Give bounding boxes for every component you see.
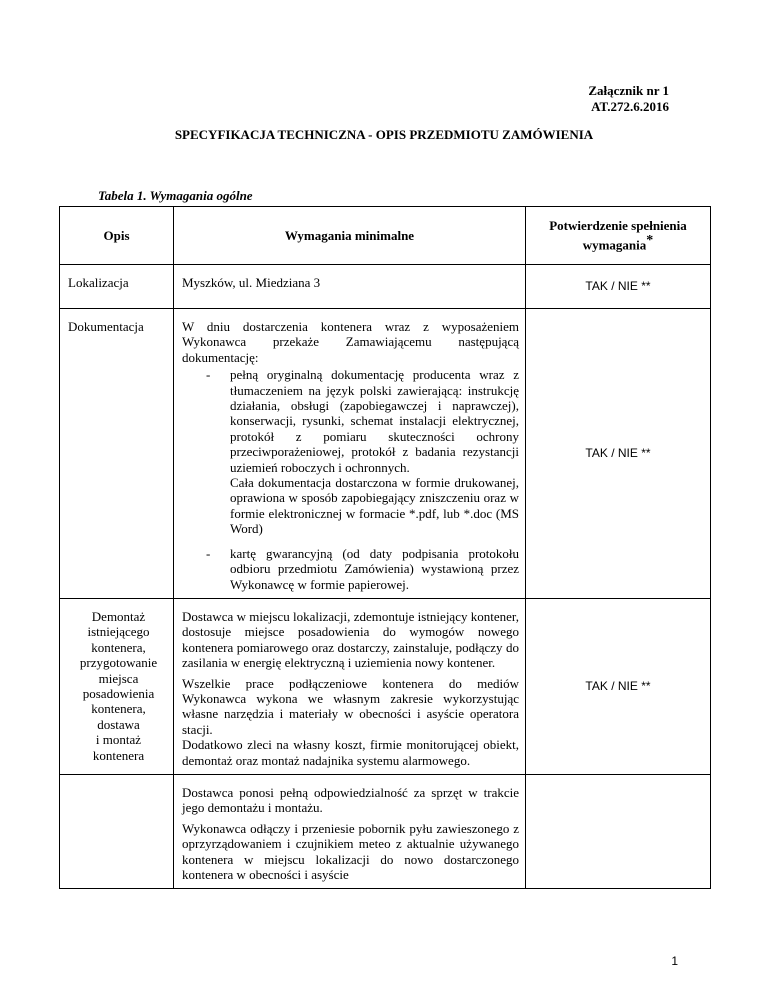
- documentation-item: - kartę gwarancyjną (od daty podpisania protokołu odbioru przedmiotu Zamówienia) wystawioną przez Wykonawcę w formie papierowej.: [206, 545, 519, 592]
- confirmation-cell: TAK / NIE **: [526, 265, 711, 309]
- table-row-location: [60, 265, 711, 309]
- row-requirement: Myszków, ul. Miedziana 3: [174, 265, 526, 309]
- documentation-intro: W dniu dostarczenia kontenera wraz z wyposażeniem Wykonawca przekaże Zamawiającemu następującą dokumentację:: [182, 319, 519, 365]
- table-row-responsibility: [60, 774, 711, 888]
- row-requirement: Dostawca ponosi pełną odpowiedzialność za sprzęt w trakcie jego demontażu i montażu. Wykonawca odłączy i przeniesie pobornik pyłu zawieszonego z oprzyrządowaniem i czujnikiem meteo z aktualnie używanego kontenera w miejscu lokalizacji do nowo dostarczonego kontenera w obecności i asyście: [174, 774, 526, 888]
- dash-bullet: -: [206, 545, 211, 561]
- row-requirement: Dostawca w miejscu lokalizacji, zdemontuje istniejący kontener, dostosuje miejsce posadowienia do wymogów nowego kontenera pomiarowego oraz dostarczy, zainstaluje, podłączy do zasilania w energię elektryczną i uziemienia nowy kontener. Wszelkie prace podłączeniowe kontenera do mediów Wykonawca wykona we własnym zakresie wykorzystując własne narzędzia i materiały w obecności i asyście operatora stacji. Dodatkowo zleci na własny koszt, firmie monitorującej obiekt, demontaż oraz montaż nadajnika systemu alarmowego.: [174, 598, 526, 774]
- row-label: [60, 774, 174, 888]
- annex-number: Załącznik nr 1: [588, 83, 669, 98]
- row-label: Lokalizacja: [60, 265, 174, 309]
- footnote-star: *: [646, 233, 654, 249]
- row-requirement: [174, 309, 526, 599]
- document-title: SPECYFIKACJA TECHNICZNA - OPIS PRZEDMIOTU ZAMÓWIENIA: [174, 127, 594, 142]
- documentation-item: - pełną oryginalną dokumentację producenta wraz z tłumaczeniem na język polski zawierającą: instrukcję działania, obsługi (zapobiegawczej i naprawczej), konserwacji, rysunki, schemat instalacji elektrycznej, protokół z pomiaru skuteczności ochrony przeciwporażeniowej, protokół z badania rezystancji uziemień roboczych i ochronnych. Cała dokumentacja dostarczona w formie drukowanej, oprawiona w sposób zapobiegający zniszczeniu oraz w formie elektronicznej w formacie *.pdf, lub *.doc (MS Word): [206, 367, 519, 537]
- header-min-requirements: Wymagania minimalne: [174, 207, 526, 265]
- header-confirmation: Potwierdzenie spełnienia wymagania*: [526, 207, 711, 265]
- confirmation-cell: [526, 774, 711, 888]
- page-number: 1: [671, 954, 678, 968]
- table-row-documentation: [60, 309, 711, 599]
- confirmation-cell: TAK / NIE **: [526, 309, 711, 599]
- confirmation-cell: TAK / NIE **: [526, 598, 711, 774]
- table-caption: Tabela 1. Wymagania ogólne: [98, 188, 253, 203]
- dash-bullet: -: [206, 367, 211, 383]
- row-label: Dokumentacja: [60, 309, 174, 599]
- case-number: AT.272.6.2016: [591, 99, 669, 114]
- row-label: Demontaż istniejącego kontenera, przygotowanie miejsca posadowienia kontenera, dostawa i montaż kontenera: [60, 598, 174, 774]
- requirements-table: [59, 206, 711, 889]
- annex-reference: [588, 83, 669, 115]
- header-description: Opis: [60, 207, 174, 265]
- table-header-row: [60, 207, 711, 265]
- table-row-installation: [60, 598, 711, 774]
